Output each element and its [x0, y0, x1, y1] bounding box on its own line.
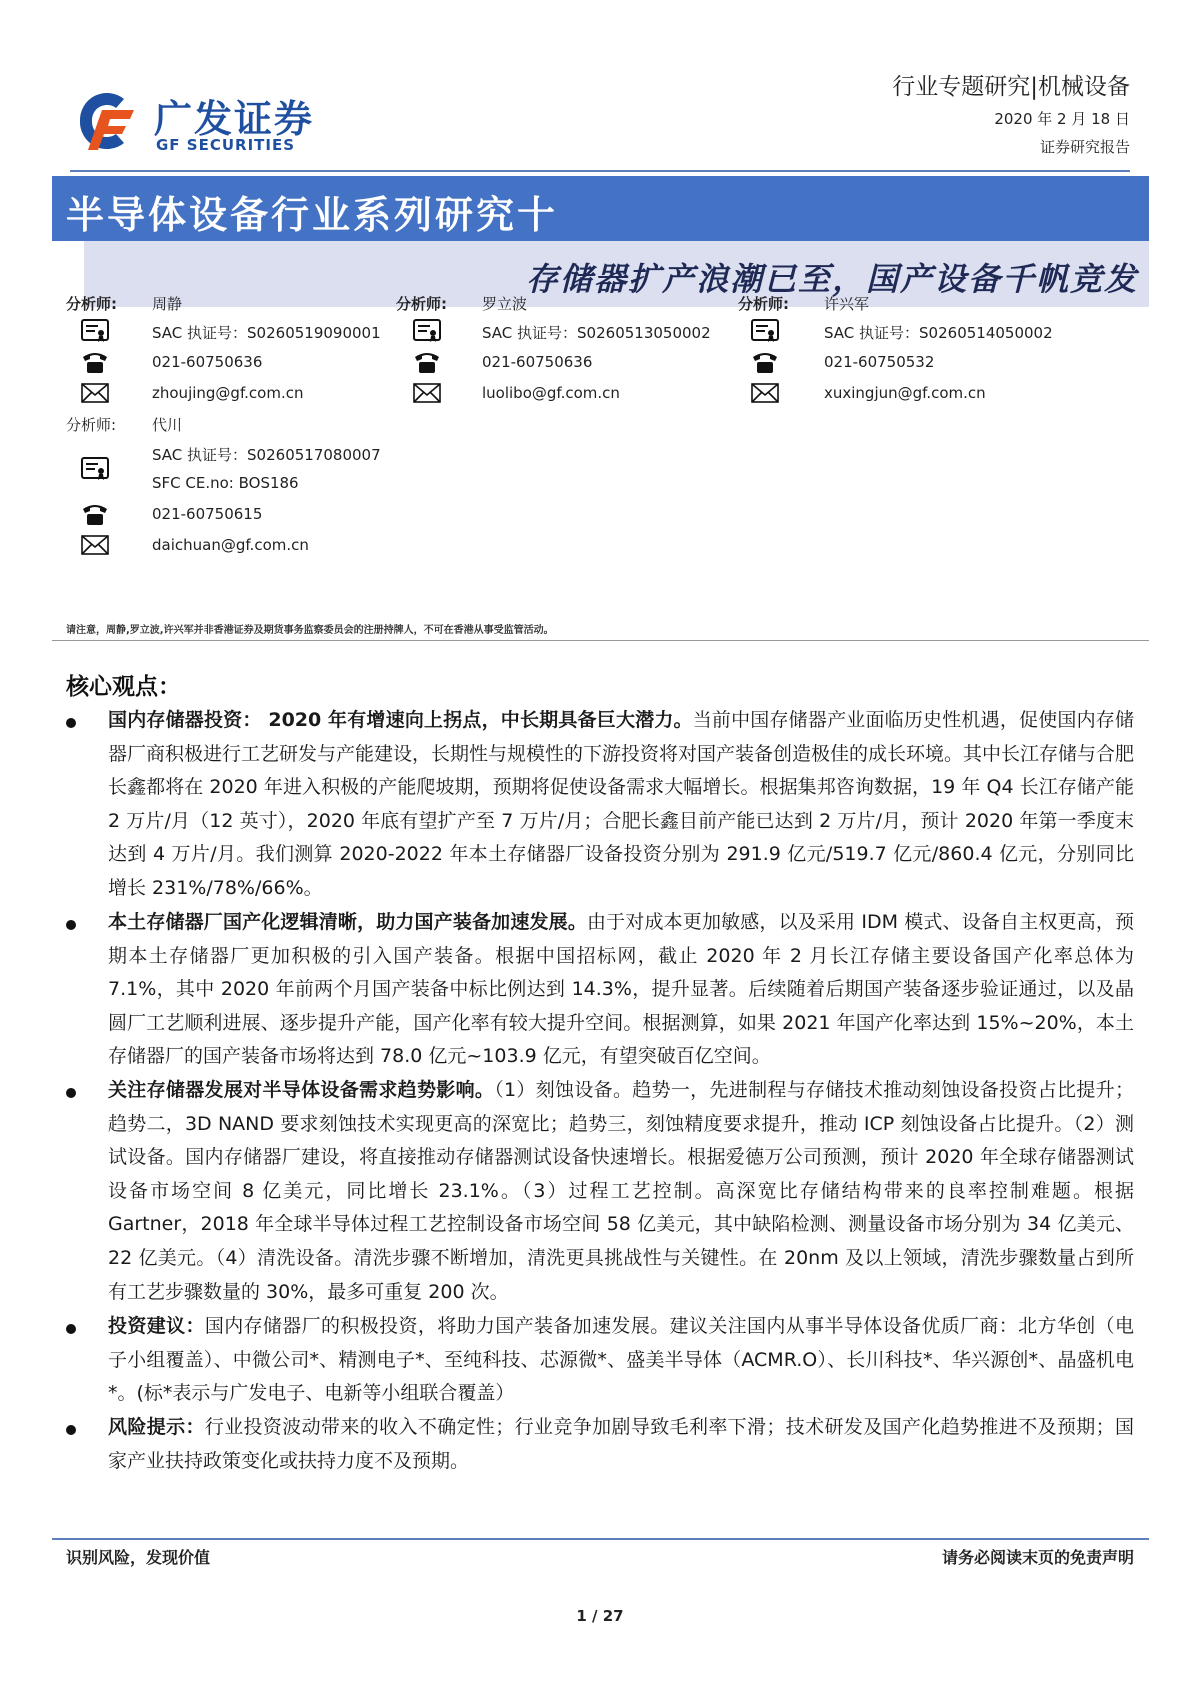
- analyst-phone: 021-60750636: [482, 353, 593, 371]
- analyst-sac: SAC 执证号：S0260513050002: [482, 324, 711, 342]
- point-body: 国内存储器厂的积极投资，将助力国产装备加速发展。建议关注国内从事半导体设备优质厂商：北方华创（电子小组覆盖）、中微公司*、精测电子*、至纯科技、芯源微*、盛美半导体（ACMR.O）、长川科技*、华兴源创*、晶盛机电*。(标*表示与广发电子、电新等小组联合覆盖）: [108, 1315, 1134, 1405]
- point-body: 当前中国存储器产业面临历史性机遇，促使国内存储器厂商积极进行工艺研发与产能建设，长期性与规模性的下游投资将对国产装备创造极佳的成长环境。其中长江存储与合肥长鑫都将在 2020 年进入积极的产能爬坡期，预期将促使设备需求大幅增长。根据集邦咨询数据，19 年 Q4 长江存储产能 2 万片/月（12 英寸），2020 年底有望扩产至 7 万片/月；合肥长鑫目前产能已达到 2 万片/月，预计 2020 年第一季度末达到 4 万片/月。我们测算 2020-2022 年本土存储器厂设备投资分别为 291.9 亿元/519.7 亿元/860.4 亿元，分别同比增长 231%/78%/66%。: [108, 709, 1135, 899]
- analyst-email[interactable]: daichuan@gf.com.cn: [152, 536, 309, 554]
- core-views-heading: 核心观点：: [66, 674, 181, 700]
- bullet-icon: [66, 1324, 76, 1334]
- certificate-icon: [80, 318, 110, 344]
- page-number: 1 / 27: [576, 1607, 624, 1625]
- certificate-icon: [80, 456, 110, 482]
- email-icon: [80, 532, 110, 558]
- email-icon: [80, 380, 110, 406]
- brand-name-cn: 广发证券: [154, 97, 315, 141]
- phone-icon: [750, 349, 780, 375]
- registration-disclaimer: 请注意，周静,罗立波,许兴军并非香港证券及期货事务监察委员会的注册持牌人，不可在香港从事受监管活动。: [66, 625, 554, 636]
- point-lead: 风险提示：: [108, 1416, 205, 1438]
- analyst-sac: SAC 执证号：S0260514050002: [824, 324, 1053, 342]
- core-point: [108, 906, 1134, 1074]
- report-subtitle: 存储器扩产浪潮已至，国产设备千帆竞发: [525, 260, 1138, 298]
- analyst-name: 许兴军: [824, 295, 870, 313]
- analyst-phone: 021-60750615: [152, 505, 263, 523]
- analyst-sac: SAC 执证号：S0260517080007: [152, 446, 381, 464]
- report-category: 行业专题研究|机械设备: [892, 74, 1130, 100]
- bullet-icon: [66, 718, 76, 728]
- bullet-icon: [66, 1088, 76, 1098]
- analyst-sac: SAC 执证号：S0260519090001: [152, 324, 381, 342]
- analyst-sfc: SFC CE.no: BOS186: [152, 474, 299, 492]
- footer-disclaimer-note: 请务必阅读末页的免责声明: [941, 1548, 1134, 1567]
- brand-name-en: GF SECURITIES: [156, 136, 296, 154]
- email-icon: [750, 380, 780, 406]
- point-lead: 本土存储器厂国产化逻辑清晰，助力国产装备加速发展。: [108, 911, 587, 933]
- point-lead: 国内存储器投资： 2020 年有增速向上拐点，中长期具备巨大潜力。: [108, 709, 693, 731]
- analyst-label: 分析师:: [738, 295, 789, 313]
- analyst-label: 分析师:: [396, 295, 447, 313]
- footer-divider: [52, 1538, 1149, 1540]
- analyst-email[interactable]: xuxingjun@gf.com.cn: [824, 384, 986, 402]
- core-point: [108, 1074, 1134, 1309]
- core-point: [108, 1310, 1134, 1411]
- section-divider: [52, 640, 1149, 641]
- phone-icon: [412, 349, 442, 375]
- point-body: 行业投资波动带来的收入不确定性；行业竞争加剧导致毛利率下滑；技术研发及国产化趋势推进不及预期；国家产业扶持政策变化或扶持力度不及预期。: [108, 1416, 1134, 1472]
- analyst-email[interactable]: luolibo@gf.com.cn: [482, 384, 620, 402]
- point-body: 由于对成本更加敏感，以及采用 IDM 模式、设备自主权更高，预期本土存储器厂更加积极的引入国产装备。根据中国招标网，截止 2020 年 2 月长江存储主要设备国产化率总体为 7.1%，其中 2020 年前两个月国产装备中标比例达到 14.3%，提升显著。后续随着后期国产装备逐步验证通过，以及晶圆厂工艺顺利进展、逐步提升产能，国产化率有较大提升空间。根据测算，如果 2021 年国产化率达到 15%~20%，本土存储器厂的国产装备市场将达到 78.0 亿元~103.9 亿元，有望突破百亿空间。: [108, 911, 1134, 1068]
- email-icon: [412, 380, 442, 406]
- analyst-email[interactable]: zhoujing@gf.com.cn: [152, 384, 304, 402]
- bullet-icon: [66, 1425, 76, 1435]
- report-title: 半导体设备行业系列研究十: [66, 193, 559, 237]
- analyst-phone: 021-60750532: [824, 353, 935, 371]
- report-type: 证券研究报告: [1039, 138, 1130, 156]
- point-lead: 关注存储器发展对半导体设备需求趋势影响。: [108, 1079, 495, 1101]
- point-lead: 投资建议：: [108, 1315, 205, 1337]
- analyst-label: 分析师:: [66, 416, 117, 434]
- certificate-icon: [412, 318, 442, 344]
- analyst-name: 代川: [152, 416, 183, 434]
- core-point: [108, 704, 1134, 906]
- report-date: 2020 年 2 月 18 日: [994, 110, 1130, 128]
- header-divider: [70, 170, 1130, 172]
- analyst-label: 分析师:: [66, 295, 117, 313]
- core-point: [108, 1411, 1134, 1478]
- phone-icon: [80, 501, 110, 527]
- phone-icon: [80, 349, 110, 375]
- analyst-name: 罗立波: [482, 295, 528, 313]
- footer-slogan: 识别风险，发现价值: [66, 1548, 211, 1567]
- analyst-name: 周静: [152, 295, 183, 313]
- gf-logo-mark: [72, 86, 142, 156]
- certificate-icon: [750, 318, 780, 344]
- bullet-icon: [66, 920, 76, 930]
- analyst-phone: 021-60750636: [152, 353, 263, 371]
- point-body: （1）刻蚀设备。趋势一，先进制程与存储技术推动刻蚀设备投资占比提升；趋势二，3D NAND 要求刻蚀技术实现更高的深宽比；趋势三，刻蚀精度要求提升，推动 ICP 刻蚀设备占比提升。（2）测试设备。国内存储器厂建设，将直接推动存储器测试设备快速增长。根据爱德万公司预测，预计 2020 年全球存储器测试设备市场空间 8 亿美元，同比增长 23.1%。（3）过程工艺控制。高深宽比存储结构带来的良率控制难题。根据 Gartner，2018 年全球半导体过程工艺控制设备市场空间 58 亿美元，其中缺陷检测、测量设备市场分别为 34 亿美元、22 亿美元。（4）清洗设备。清洗步骤不断增加，清洗更具挑战性与关键性。在 20nm 及以上领域，清洗步骤数量占到所有工艺步骤数量的 30%，最多可重复 200 次。: [108, 1079, 1134, 1303]
